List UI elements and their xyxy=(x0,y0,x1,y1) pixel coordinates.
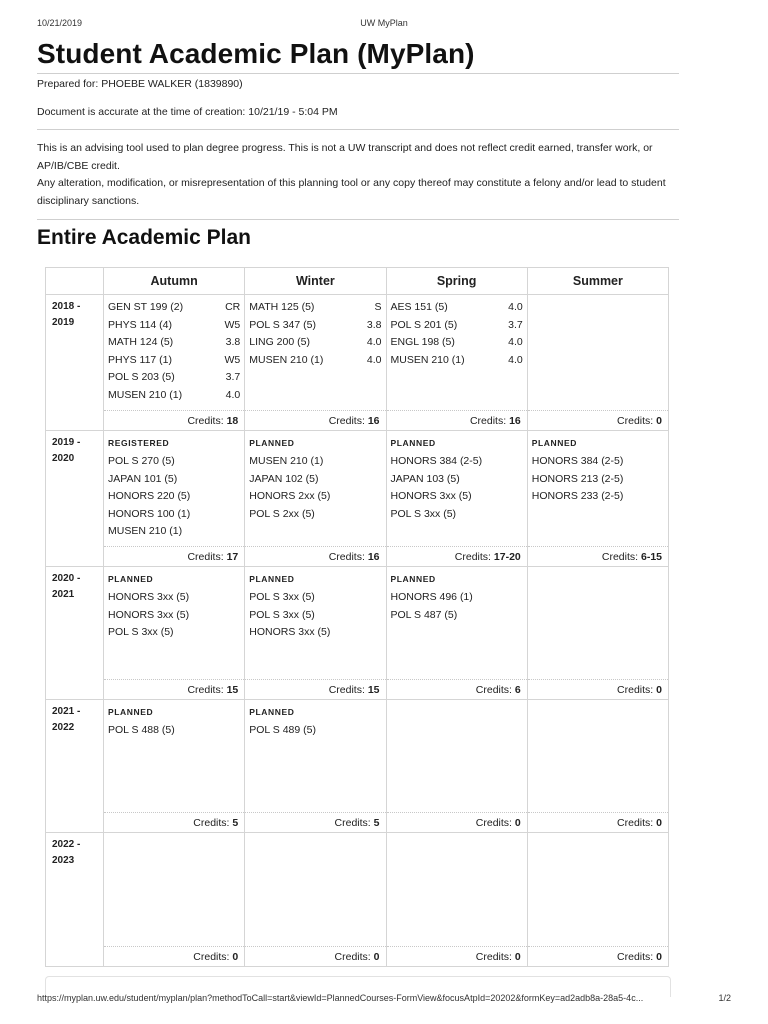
year-row xyxy=(46,833,669,967)
course-item[interactable] xyxy=(249,488,381,506)
course-item[interactable] xyxy=(108,317,240,335)
term-cell xyxy=(245,431,386,567)
term-courses xyxy=(104,431,244,541)
creation-time: 10/21/19 - 5:04 PM xyxy=(248,106,338,118)
year-label: 2020 - 2021 xyxy=(46,567,104,700)
credits-label: Credits: xyxy=(469,415,507,427)
credits-total xyxy=(104,679,244,699)
academic-plan-table xyxy=(45,267,669,967)
student-name: PHOEBE WALKER (1839890) xyxy=(101,78,243,90)
credits-total xyxy=(245,546,385,566)
credits-value: 0 xyxy=(232,951,239,963)
course-item[interactable] xyxy=(249,722,381,740)
course-grade: CR xyxy=(225,301,241,313)
prepared-for xyxy=(37,78,243,90)
course-item[interactable] xyxy=(391,506,523,524)
course-name: HONORS 213 (2-5) xyxy=(531,472,624,485)
credits-value: 0 xyxy=(656,415,662,427)
credits-total xyxy=(387,812,527,832)
credits-label: Credits: xyxy=(187,551,224,563)
year-row xyxy=(46,700,669,833)
credits-total xyxy=(245,410,385,430)
term-header: Summer xyxy=(527,268,668,295)
credits-value: 0 xyxy=(656,684,662,696)
course-name: LING 200 (5) xyxy=(249,336,310,348)
credits-value: 5 xyxy=(373,817,380,829)
course-name: JAPAN 103 (5) xyxy=(390,472,460,485)
credits-label: Credits: xyxy=(187,684,224,696)
term-courses xyxy=(245,295,385,369)
term-cell xyxy=(527,431,668,567)
course-item[interactable] xyxy=(249,506,381,524)
course-name: AES 151 (5) xyxy=(390,301,448,313)
credits-label: Credits: xyxy=(454,551,491,563)
term-cell xyxy=(104,833,245,967)
term-courses xyxy=(245,833,385,837)
credits-value: 5 xyxy=(232,817,239,829)
term-cell xyxy=(386,431,527,567)
credits-value: 15 xyxy=(226,684,239,696)
course-grade: 4.0 xyxy=(366,353,382,366)
course-item[interactable] xyxy=(108,369,240,387)
credits-label: Credits: xyxy=(475,817,512,829)
credits-value: 15 xyxy=(367,684,380,696)
course-name: POL S 3xx (5) xyxy=(249,608,315,621)
course-name: POL S 2xx (5) xyxy=(249,507,315,520)
course-item[interactable] xyxy=(249,624,381,642)
credits-label: Credits: xyxy=(334,817,371,829)
course-grade: 4.0 xyxy=(508,353,523,366)
course-item[interactable] xyxy=(391,352,523,370)
page-url: https://myplan.uw.edu/student/myplan/plan?methodToCall=start&viewId=PlannedCourses-FormView&focusAtpId=20202&formKey=ad2adb8a-28a5-4c... xyxy=(37,993,644,1003)
term-cell xyxy=(386,833,527,967)
course-name: POL S 3xx (5) xyxy=(390,507,457,520)
course-name: JAPAN 101 (5) xyxy=(108,472,178,485)
course-grade: 4.0 xyxy=(225,388,241,401)
status-label: PLANNED xyxy=(108,574,154,584)
divider xyxy=(37,73,679,74)
year-label: 2018 - 2019 xyxy=(46,295,104,431)
course-name: HONORS 2xx (5) xyxy=(249,490,331,502)
credits-total xyxy=(104,546,244,566)
course-name: MUSEN 210 (1) xyxy=(249,455,324,467)
course-grade: 3.8 xyxy=(225,336,241,348)
credits-total xyxy=(245,812,385,832)
section-title: Entire Academic Plan xyxy=(37,226,251,249)
credits-total xyxy=(528,546,668,566)
course-name: JAPAN 102 (5) xyxy=(249,472,319,485)
credits-label: Credits: xyxy=(617,817,654,829)
term-cell xyxy=(245,833,386,967)
term-courses xyxy=(245,700,385,740)
term-cell xyxy=(104,700,245,833)
course-item[interactable] xyxy=(108,607,240,625)
credits-value: 0 xyxy=(656,951,662,963)
status-label: PLANNED xyxy=(249,438,295,448)
course-grade: 3.7 xyxy=(225,371,241,383)
term-courses xyxy=(528,431,668,506)
term-courses xyxy=(528,295,668,299)
credits-total xyxy=(387,946,527,966)
page-title: Student Academic Plan (MyPlan) xyxy=(37,38,475,69)
disclaimer-warning: Any alteration, modification, or misrepresentation of this planning tool or any copy thereof may constitute a felony and/or lead to student disciplinary sanctions. xyxy=(37,177,666,207)
course-item[interactable] xyxy=(249,607,381,625)
credits-total xyxy=(104,812,244,832)
print-title: UW MyPlan xyxy=(360,18,408,28)
term-cell xyxy=(527,700,668,833)
course-item[interactable] xyxy=(391,453,523,471)
divider xyxy=(37,219,679,220)
course-name: PHYS 117 (1) xyxy=(108,353,172,366)
credits-value: 16 xyxy=(509,415,521,427)
term-cell xyxy=(527,833,668,967)
course-grade: 3.8 xyxy=(366,318,382,331)
course-name: HONORS 100 (1) xyxy=(108,507,191,520)
credits-total xyxy=(528,410,668,430)
credits-total xyxy=(387,546,527,566)
credits-value: 0 xyxy=(514,951,521,963)
course-grade: S xyxy=(374,301,382,313)
status-label: PLANNED xyxy=(249,574,295,584)
course-name: MATH 124 (5) xyxy=(108,336,174,348)
term-cell xyxy=(527,567,668,700)
credits-label: Credits: xyxy=(328,551,365,563)
course-item[interactable] xyxy=(532,471,664,489)
credits-label: Credits: xyxy=(475,684,512,696)
course-item[interactable] xyxy=(108,488,240,506)
disclaimer xyxy=(37,140,677,210)
course-item[interactable] xyxy=(108,624,240,642)
term-cell xyxy=(386,700,527,833)
term-cell xyxy=(245,700,386,833)
credits-label: Credits: xyxy=(328,415,365,427)
term-courses xyxy=(387,295,527,369)
accuracy-note xyxy=(37,106,338,118)
course-item[interactable] xyxy=(108,523,240,541)
credits-total xyxy=(387,410,527,430)
term-courses xyxy=(528,700,668,704)
course-name: HONORS 384 (2-5) xyxy=(390,455,483,467)
term-cell xyxy=(104,567,245,700)
course-name: MUSEN 210 (1) xyxy=(249,353,324,366)
credits-label: Credits: xyxy=(601,551,639,563)
course-name: POL S 3xx (5) xyxy=(108,626,174,638)
term-cell xyxy=(104,295,245,431)
course-name: POL S 270 (5) xyxy=(108,455,175,467)
course-item[interactable] xyxy=(249,299,381,317)
course-name: HONORS 3xx (5) xyxy=(108,608,190,621)
course-item[interactable] xyxy=(532,488,664,506)
course-item[interactable] xyxy=(391,334,523,352)
course-item[interactable] xyxy=(391,589,523,607)
course-name: POL S 347 (5) xyxy=(249,318,316,331)
course-name: POL S 201 (5) xyxy=(390,318,458,331)
credits-value: 6 xyxy=(514,684,521,696)
course-grade: 3.7 xyxy=(508,318,523,331)
course-name: HONORS 3xx (5) xyxy=(390,490,472,502)
course-name: POL S 489 (5) xyxy=(249,724,316,736)
credits-total xyxy=(528,946,668,966)
term-courses xyxy=(104,295,244,404)
course-name: HONORS 3xx (5) xyxy=(108,591,190,603)
credits-value: 16 xyxy=(367,551,380,563)
credits-label: Credits: xyxy=(193,951,230,963)
term-header: Spring xyxy=(386,268,527,295)
course-item[interactable] xyxy=(391,317,523,335)
credits-label: Credits: xyxy=(187,415,224,427)
course-name: HONORS 233 (2-5) xyxy=(531,490,624,502)
credits-total xyxy=(104,946,244,966)
course-item[interactable] xyxy=(249,589,381,607)
term-courses xyxy=(528,567,668,571)
term-courses xyxy=(528,833,668,837)
year-row xyxy=(46,295,669,431)
term-cell xyxy=(386,295,527,431)
course-grade: 4.0 xyxy=(366,336,382,348)
year-label: 2022 - 2023 xyxy=(46,833,104,967)
credits-label: Credits: xyxy=(475,951,512,963)
course-name: PHYS 114 (4) xyxy=(108,318,172,331)
year-label: 2019 - 2020 xyxy=(46,431,104,567)
credits-label: Credits: xyxy=(617,951,654,963)
course-name: MUSEN 210 (1) xyxy=(108,388,183,401)
term-courses xyxy=(245,431,385,523)
page-number: 1/2 xyxy=(718,993,731,1003)
status-label: REGISTERED xyxy=(108,438,170,448)
course-item[interactable] xyxy=(532,453,664,471)
course-name: MUSEN 210 (1) xyxy=(390,353,465,366)
course-grade: W5 xyxy=(224,353,241,366)
course-name: MUSEN 210 (1) xyxy=(108,525,183,537)
course-name: HONORS 496 (1) xyxy=(390,591,473,603)
status-label: PLANNED xyxy=(249,707,295,717)
course-item[interactable] xyxy=(108,506,240,524)
credits-value: 6-15 xyxy=(640,551,662,563)
course-item[interactable] xyxy=(391,607,523,625)
credits-value: 17-20 xyxy=(493,551,521,563)
credits-total xyxy=(528,679,668,699)
course-name: POL S 487 (5) xyxy=(390,608,458,621)
course-name: HONORS 3xx (5) xyxy=(249,626,331,638)
course-grade: 4.0 xyxy=(508,301,523,313)
credits-label: Credits: xyxy=(617,684,654,696)
term-cell xyxy=(245,295,386,431)
course-item[interactable] xyxy=(108,589,240,607)
divider xyxy=(37,129,679,130)
course-item[interactable] xyxy=(249,453,381,471)
credits-total xyxy=(245,679,385,699)
credits-value: 16 xyxy=(367,415,380,427)
credits-label: Credits: xyxy=(193,817,230,829)
course-grade: 4.0 xyxy=(508,336,523,348)
course-item[interactable] xyxy=(108,453,240,471)
term-cell xyxy=(386,567,527,700)
year-row xyxy=(46,567,669,700)
course-name: HONORS 384 (2-5) xyxy=(531,455,624,467)
term-cell xyxy=(104,431,245,567)
course-item[interactable] xyxy=(249,352,381,370)
term-cell xyxy=(245,567,386,700)
disclaimer-text: This is an advising tool used to plan degree progress. This is not a UW transcript and does not reflect credit earned, transfer work, or AP/IB/CBE credit. xyxy=(37,142,653,172)
course-item[interactable] xyxy=(108,387,240,405)
course-item[interactable] xyxy=(108,334,240,352)
status-label: PLANNED xyxy=(390,574,436,584)
course-item[interactable] xyxy=(391,471,523,489)
term-courses xyxy=(387,431,527,523)
term-courses xyxy=(387,700,527,704)
course-name: HONORS 220 (5) xyxy=(108,490,191,502)
status-label: PLANNED xyxy=(531,438,578,448)
credits-total xyxy=(387,679,527,699)
course-name: POL S 488 (5) xyxy=(108,724,175,736)
course-name: POL S 3xx (5) xyxy=(249,591,315,603)
course-item[interactable] xyxy=(108,471,240,489)
credits-value: 18 xyxy=(226,415,239,427)
credits-value: 0 xyxy=(656,817,662,829)
prepared-label: Prepared for: xyxy=(37,78,99,90)
course-name: GEN ST 199 (2) xyxy=(108,301,184,313)
course-grade: W5 xyxy=(224,318,241,331)
term-courses xyxy=(104,833,244,837)
term-cell xyxy=(527,295,668,431)
credits-value: 17 xyxy=(226,551,239,563)
course-item[interactable] xyxy=(108,299,240,317)
term-courses xyxy=(104,700,244,740)
credits-label: Credits: xyxy=(334,951,371,963)
term-courses xyxy=(387,567,527,624)
course-item[interactable] xyxy=(108,722,240,740)
term-courses xyxy=(104,567,244,642)
course-item[interactable] xyxy=(249,471,381,489)
accuracy-label: Document is accurate at the time of creation: xyxy=(37,106,246,118)
credits-value: 0 xyxy=(514,817,521,829)
status-label: PLANNED xyxy=(108,707,154,717)
course-name: ENGL 198 (5) xyxy=(390,336,455,348)
course-item[interactable] xyxy=(249,317,381,335)
course-item[interactable] xyxy=(108,352,240,370)
credits-label: Credits: xyxy=(617,415,654,427)
course-name: MATH 125 (5) xyxy=(249,301,315,313)
term-courses xyxy=(387,833,527,837)
credits-total xyxy=(245,946,385,966)
term-header-row xyxy=(46,268,669,295)
term-header: Winter xyxy=(245,268,386,295)
credits-total xyxy=(528,812,668,832)
corner-cell xyxy=(46,268,104,295)
course-item[interactable] xyxy=(391,299,523,317)
term-header: Autumn xyxy=(104,268,245,295)
course-item[interactable] xyxy=(249,334,381,352)
term-courses xyxy=(245,567,385,642)
credits-label: Credits: xyxy=(328,684,365,696)
credits-value: 0 xyxy=(373,951,380,963)
course-item[interactable] xyxy=(391,488,523,506)
print-date: 10/21/2019 xyxy=(37,18,83,28)
year-row xyxy=(46,431,669,567)
year-label: 2021 - 2022 xyxy=(46,700,104,833)
course-name: POL S 203 (5) xyxy=(108,371,175,383)
status-label: PLANNED xyxy=(390,438,436,448)
credits-total xyxy=(104,410,244,430)
